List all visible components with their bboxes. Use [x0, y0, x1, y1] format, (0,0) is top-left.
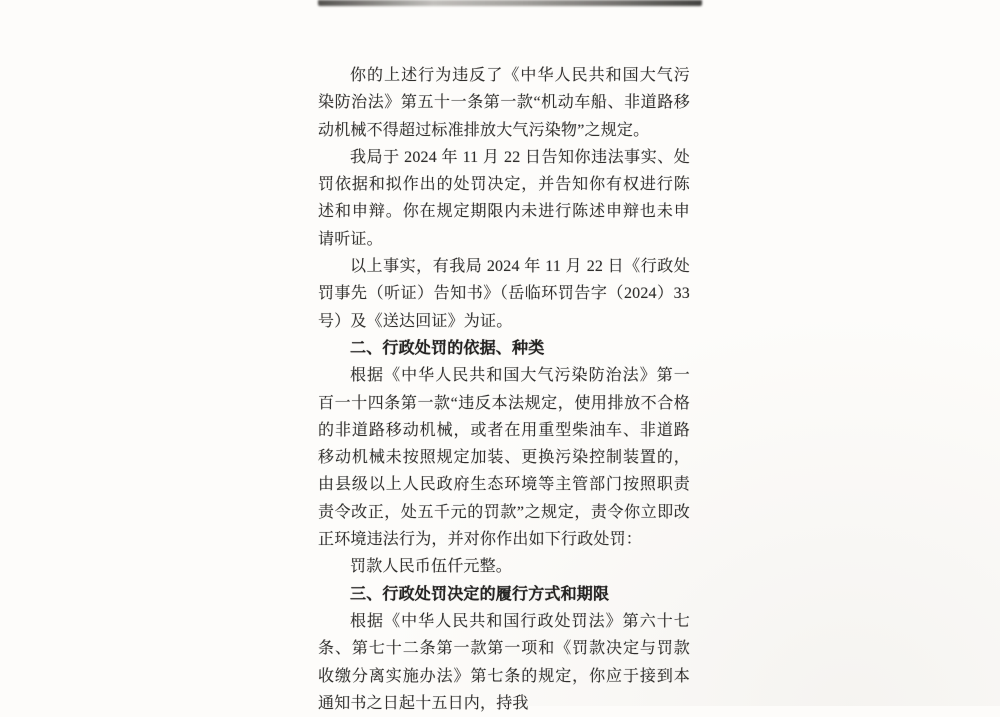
paragraph-violation-statement: 你的上述行为违反了《中华人民共和国大气污染防治法》第五十一条第一款“机动车船、非道路移动机械不得超过标准排放大气污染物”之规定。	[318, 62, 690, 144]
section-heading-penalty-basis: 二、行政处罚的依据、种类	[318, 335, 690, 362]
paragraph-notification-of-rights: 我局于 2024 年 11 月 22 日告知你违法事实、处罚依据和拟作出的处罚决定，并告知你有权进行陈述和申辩。你在规定期限内未进行陈述申辩也未申请听证。	[318, 144, 690, 253]
paragraph-evidence-citation: 以上事实，有我局 2024 年 11 月 22 日《行政处罚事先（听证）告知书》（岳临环罚告字（2024）33 号）及《送达回证》为证。	[318, 253, 690, 335]
section-heading-fulfillment: 三、行政处罚决定的履行方式和期限	[318, 581, 690, 608]
paragraph-fulfillment-instructions: 根据《中华人民共和国行政处罚法》第六十七条、第七十二条第一款第一项和《罚款决定与罚款收缴分离实施办法》第七条的规定，你应于接到本通知书之日起十五日内，持我	[318, 608, 690, 717]
document-text-column	[318, 62, 690, 717]
paragraph-legal-basis: 根据《中华人民共和国大气污染防治法》第一百一十四条第一款“违反本法规定，使用排放不合格的非道路移动机械，或者在用重型柴油车、非道路移动机械未按照规定加装、更换污染控制装置的，由县级以上人民政府生态环境等主管部门按照职责责令改正，处五千元的罚款”之规定，责令你立即改正环境违法行为，并对你作出如下行政处罚：	[318, 362, 690, 553]
scan-edge-artifact	[318, 0, 702, 6]
paragraph-fine-amount: 罚款人民币伍仟元整。	[318, 553, 690, 580]
